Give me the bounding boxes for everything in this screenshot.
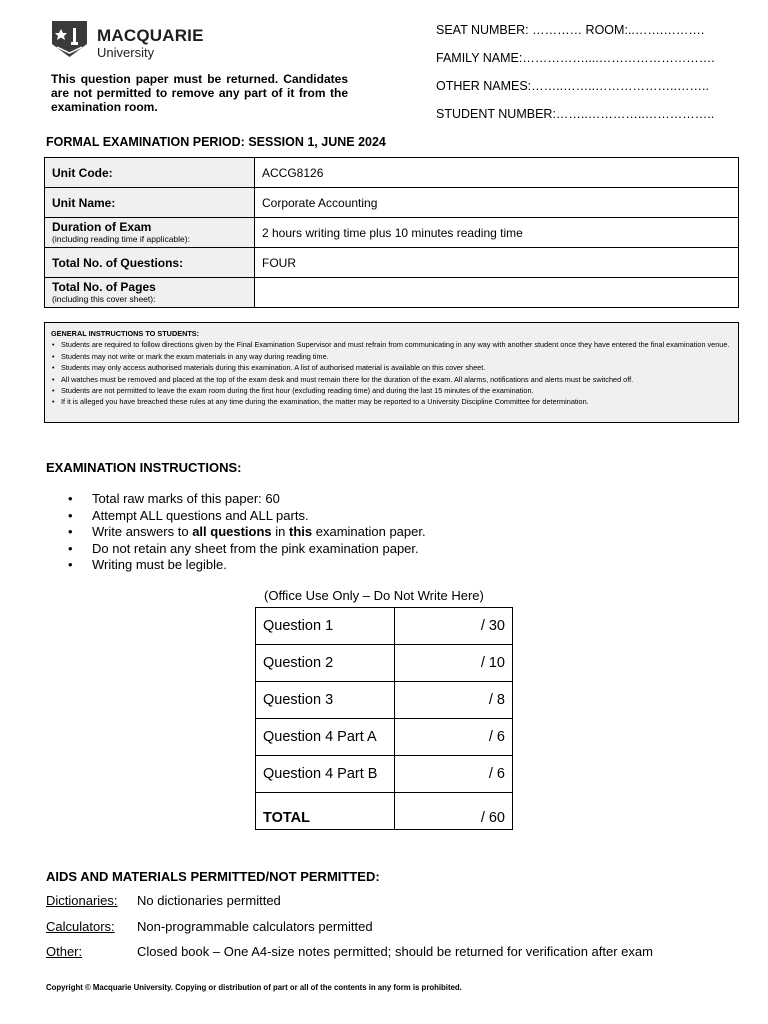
marks-row [256, 719, 513, 756]
general-instructions-heading: GENERAL INSTRUCTIONS TO STUDENTS: [51, 329, 200, 338]
session-title: FORMAL EXAMINATION PERIOD: SESSION 1, JUNE 2024 [46, 135, 386, 149]
marks-row [256, 682, 513, 719]
pages-count-sublabel: (including this cover sheet): [52, 294, 156, 304]
instruction-text: Write answers to [92, 524, 193, 540]
duration-row [45, 218, 739, 248]
general-instruction-item: • Students may only access authorised materials during this examination. A list of authorised material is available on this cover sheet. [51, 362, 732, 373]
label-colon: : [113, 893, 118, 908]
general-instruction-item: • All watches must be removed and placed at the top of the exam desk and must remain there for the duration of the exam. All alarms, notifications and alerts must be switched off. [51, 374, 732, 385]
pages-count-row [45, 278, 739, 308]
exam-instructions-list [92, 491, 426, 574]
general-instructions-box [44, 322, 739, 423]
question-marks: / 6 [395, 756, 513, 793]
question-label: Question 1 [256, 608, 395, 645]
instruction-text: in [271, 524, 289, 540]
copyright-notice: Copyright © Macquarie University. Copying or distribution of part or all of the contents in any form is prohibited. [46, 983, 462, 992]
unit-details-table [44, 157, 739, 308]
general-instruction-item: • If it is alleged you have breached these rules at any time during the examination, the matter may be reported to a University Discipline Committee for determination. [51, 396, 732, 407]
pages-count-label-cell [45, 278, 255, 308]
instruction-emphasis: all questions [192, 524, 272, 540]
question-label: Question 4 Part A [256, 719, 395, 756]
unit-name-label: Unit Name: [45, 188, 255, 218]
student-number-field[interactable]: STUDENT NUMBER:……..…………..…………….. [436, 107, 715, 121]
marks-row [256, 645, 513, 682]
calculators-label [46, 919, 115, 934]
question-marks: / 30 [395, 608, 513, 645]
general-instructions-list [51, 339, 732, 407]
duration-value: 2 hours writing time plus 10 minutes reading time [255, 218, 739, 248]
dictionaries-label [46, 893, 118, 908]
other-label-text: Other [46, 944, 79, 959]
question-label: Question 4 Part B [256, 756, 395, 793]
duration-label-cell [45, 218, 255, 248]
calculators-value: Non-programmable calculators permitted [137, 919, 373, 934]
seat-room-field[interactable]: SEAT NUMBER: ………… ROOM:..…….………. [436, 23, 705, 37]
marks-row [256, 756, 513, 793]
marks-total-row [256, 793, 513, 830]
label-colon: : [78, 944, 83, 959]
label-colon: : [111, 919, 115, 934]
aids-heading: AIDS AND MATERIALS PERMITTED/NOT PERMITTED: [46, 869, 380, 884]
marks-row [256, 608, 513, 645]
calculators-label-text: Calculators [46, 919, 112, 934]
dictionaries-label-text: Dictionaries [46, 893, 114, 908]
exam-instructions-heading: EXAMINATION INSTRUCTIONS: [46, 460, 242, 475]
questions-count-row [45, 248, 739, 278]
questions-count-label: Total No. of Questions: [45, 248, 255, 278]
exam-instruction-item: • Do not retain any sheet from the pink examination paper. [92, 541, 426, 558]
instruction-emphasis: this [289, 524, 313, 540]
return-notice: This question paper must be returned. Candidates are not permitted to remove any part of it from the examination room. [51, 72, 348, 114]
duration-label: Duration of Exam [52, 220, 152, 234]
unit-code-value: ACCG8126 [255, 158, 739, 188]
unit-name-value: Corporate Accounting [255, 188, 739, 218]
pages-count-label: Total No. of Pages [52, 280, 156, 294]
family-name-field[interactable]: FAMILY NAME:……………....………………………. [436, 51, 715, 65]
other-value: Closed book – One A4-size notes permitted; should be returned for verification after exam [137, 944, 653, 959]
total-marks: / 60 [395, 793, 513, 830]
unit-name-row [45, 188, 739, 218]
shield-crest-icon [51, 20, 88, 58]
pages-count-value[interactable] [255, 278, 739, 308]
question-marks: / 6 [395, 719, 513, 756]
instruction-text: examination paper. [312, 524, 426, 540]
unit-code-row [45, 158, 739, 188]
other-label [46, 944, 82, 959]
logo-name: MACQUARIE [97, 26, 204, 45]
total-label: TOTAL [256, 793, 395, 830]
question-marks: / 8 [395, 682, 513, 719]
dictionaries-value: No dictionaries permitted [137, 893, 281, 908]
duration-sublabel: (including reading time if applicable): [52, 234, 190, 244]
exam-instruction-item: • Total raw marks of this paper: 60 [92, 491, 426, 508]
unit-code-label: Unit Code: [45, 158, 255, 188]
general-instruction-item: • Students are not permitted to leave the exam room during the first hour (excluding reading time) and during the last 15 minutes of the examination. [51, 385, 732, 396]
exam-instruction-item [92, 524, 426, 541]
question-label: Question 3 [256, 682, 395, 719]
office-use-caption: (Office Use Only – Do Not Write Here) [264, 588, 484, 603]
exam-instruction-item: • Attempt ALL questions and ALL parts. [92, 508, 426, 525]
exam-instruction-item: • Writing must be legible. [92, 557, 426, 574]
general-instruction-item: • Students may not write or mark the exam materials in any way during reading time. [51, 351, 732, 362]
marks-table [255, 607, 513, 830]
other-names-field[interactable]: OTHER NAMES:……..……..………………..…….. [436, 79, 709, 93]
general-instruction-item: • Students are required to follow directions given by the Final Examination Supervisor and must refrain from communicating in any way with another student once they have entered the final examination venue. [51, 339, 732, 350]
logo-subtitle: University [97, 45, 155, 60]
questions-count-value: FOUR [255, 248, 739, 278]
question-marks: / 10 [395, 645, 513, 682]
question-label: Question 2 [256, 645, 395, 682]
